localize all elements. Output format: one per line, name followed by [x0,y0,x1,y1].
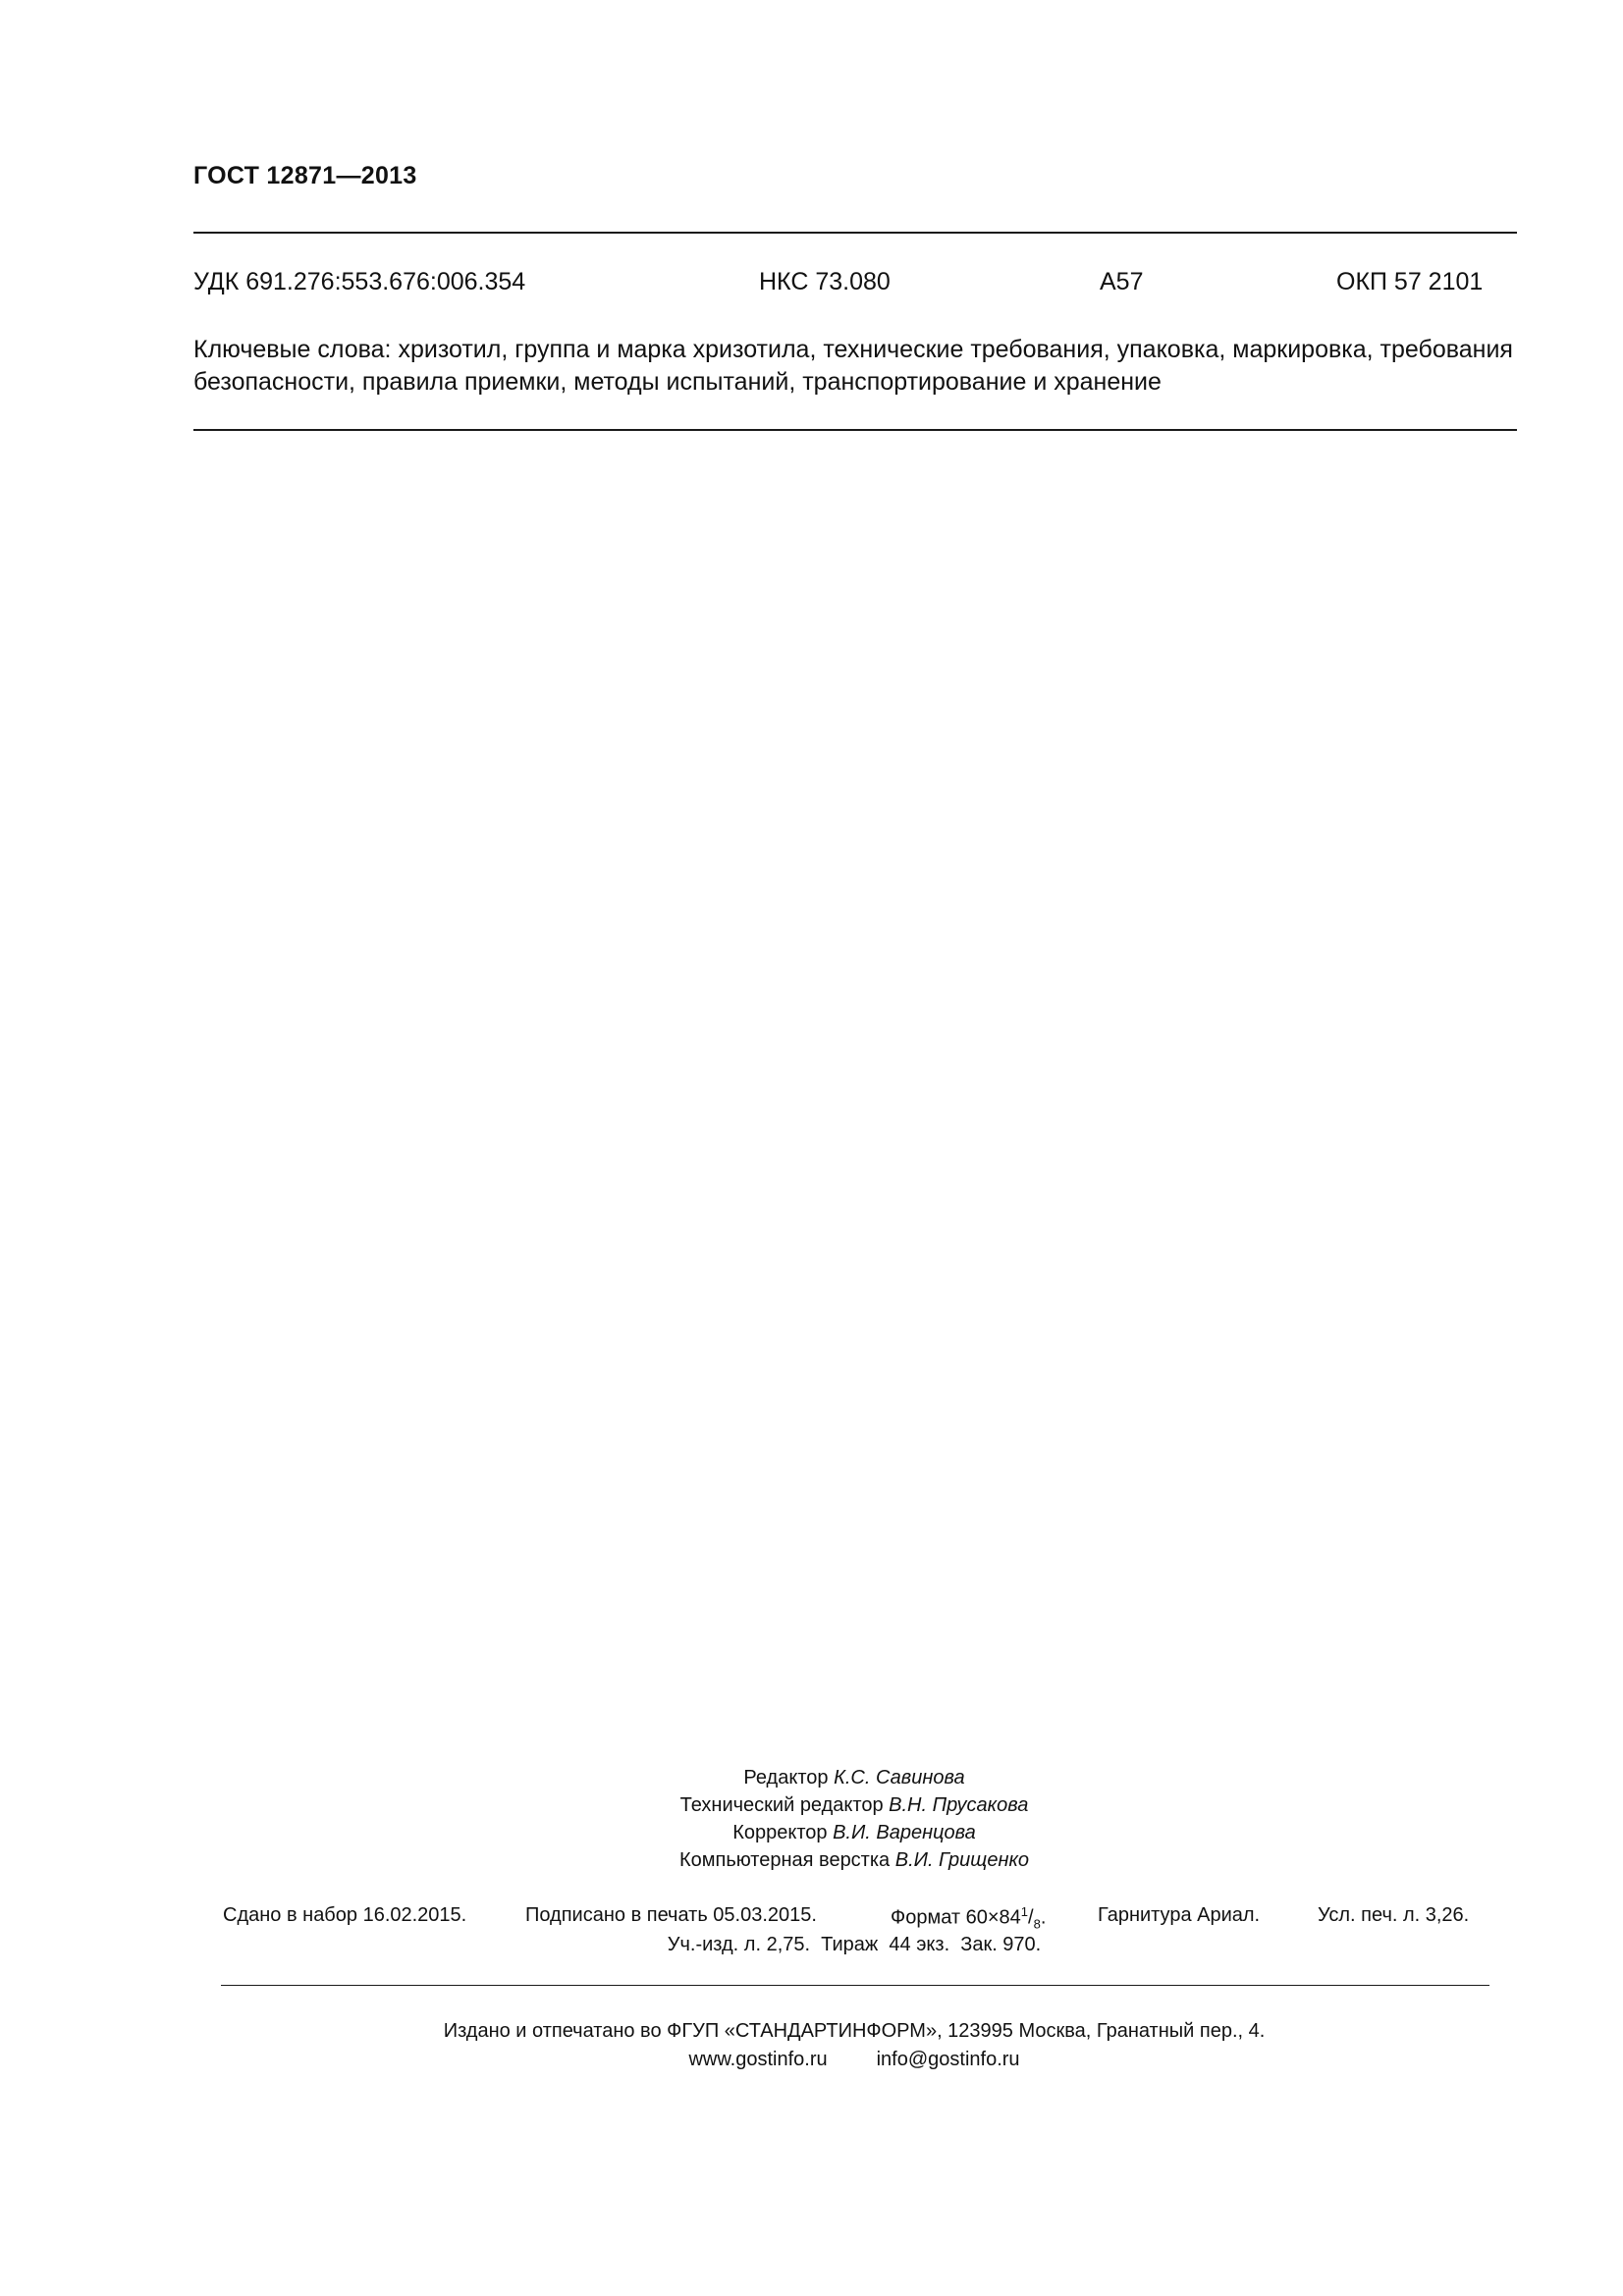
format-sub: 8 [1033,1916,1041,1932]
tech-editor-label: Технический редактор [679,1794,884,1816]
format-suffix: . [1040,1906,1047,1929]
layout-label: Компьютерная верстка [678,1849,891,1871]
corrector-name: В.И. Варенцова [833,1822,976,1843]
okp-code: ОКП 57 2101 [1336,268,1484,295]
corrector-label: Корректор [732,1822,828,1843]
paper-format: Формат $60\times 84^1/_8$. [891,1904,1047,1932]
editor-line [0,1764,1623,1791]
publisher-contacts [0,2046,1623,2074]
group-code: А57 [1100,268,1144,295]
editor-label: Редактор [743,1767,829,1789]
nks-code: НКС 73.080 [759,268,891,295]
tech-editor-line [0,1791,1623,1819]
imprint-divider [221,1985,1489,1986]
document-code: ГОСТ 12871—2013 [193,162,417,189]
keywords-divider [193,429,1517,431]
keywords-paragraph: Ключевые слова: хризотил, группа и марка хризотила, технические требования, упаковка, маркировка, требования безопасности, правила приемки, методы испытаний, транспортирование и хранение [193,336,1513,396]
typeset-date: Сдано в набор 16.02.2015. [223,1904,467,1926]
tech-editor-name: В.Н. Прусакова [889,1794,1029,1816]
layout-name: В.И. Грищенко [894,1849,1030,1871]
typeface: Гарнитура Ариал. [1098,1904,1261,1926]
format-sup: 1 [1020,1904,1029,1919]
publisher-block [0,2017,1623,2074]
udk-code: УДК 691.276:553.676:006.354 [193,268,526,295]
publisher-address: Издано и отпечатано во ФГУП «СТАНДАРТИНФОРМ», 123995 Москва, Гранатный пер., 4. [443,2020,1266,2042]
print-run-details: Уч.-изд. л. 2,75. Тираж 44 экз. Зак. 970. [667,1934,1042,1955]
layout-line [0,1846,1623,1874]
website-link[interactable]: www.gostinfo.ru [688,2049,828,2070]
signed-date: Подписано в печать 05.03.2015. [525,1904,817,1926]
print-sheets: Усл. печ. л. 3,26. [1318,1904,1470,1926]
top-divider [193,232,1517,234]
editor-name: К.С. Савинова [834,1767,965,1789]
credits-block [0,1764,1623,1874]
format-prefix: Формат 60×84 [891,1906,1021,1929]
corrector-line [0,1819,1623,1846]
email-link[interactable]: info@gostinfo.ru [876,2049,1020,2070]
